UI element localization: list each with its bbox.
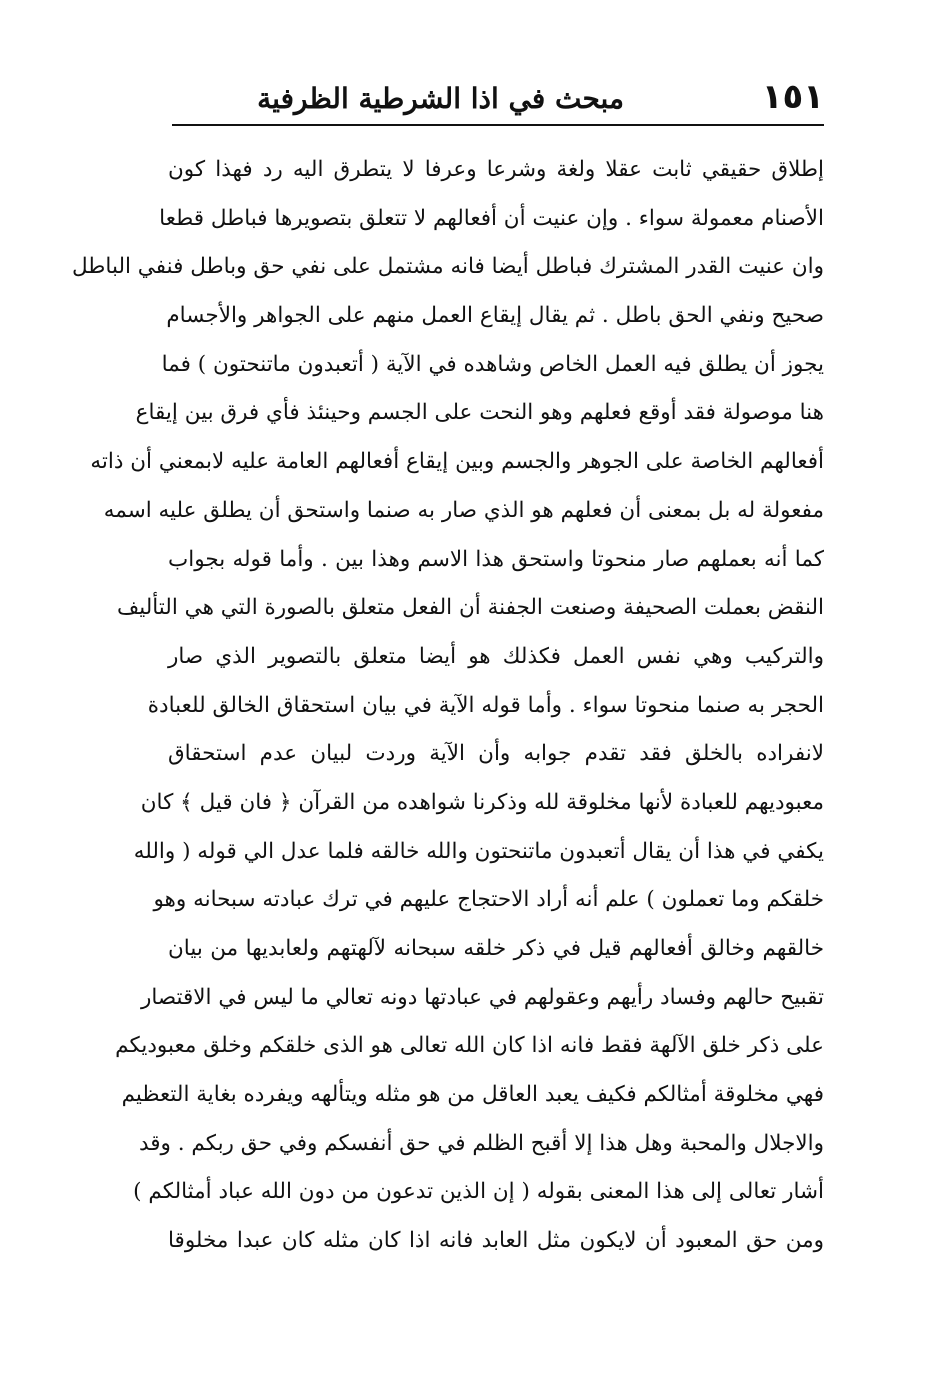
text-line: يجوز أن يطلق فيه العمل الخاص وشاهده في الآية ( أتعبدون ماتنحتون ) فما xyxy=(161,351,824,377)
text-line: على ذكر خلق الآلهة فقط فانه اذا كان الله تعالى هو الذى خلقكم وخلق معبوديكم xyxy=(115,1033,824,1059)
page-header xyxy=(172,72,824,122)
text-line: إطلاق حقيقي ثابت عقلا ولغة وشرعا وعرفا لا يتطرق اليه رد فهذا كون xyxy=(168,157,824,182)
text-line: والاجلال والمحبة وهل هذا إلا أقبح الظلم في حق أنفسكم وفي حق ربكم . وقد xyxy=(138,1130,824,1156)
text-line: معبوديهم للعبادة لأنها مخلوقة لله وذكرنا شواهده من القرآن ﴿ فان قيل ﴾ كان xyxy=(140,789,824,815)
text-line: والتركيب وهي نفس العمل فكذلك هو أيضا متعلق بالتصوير الذي صار xyxy=(168,643,824,669)
text-line: ومن حق المعبود أن لايكون مثل العابد فانه اذا كان مثله كان عبدا مخلوقا xyxy=(168,1228,824,1254)
text-line: مفعولة له بل بمعنى أن فعلهم هو الذي صار به صنما واستحق أن يطلق عليه اسمه xyxy=(103,497,824,523)
text-line: أشار تعالى إلى هذا المعنى بقوله ( إن الذين تدعون من دون الله عباد أمثالكم ) xyxy=(133,1179,824,1205)
header-rule xyxy=(172,124,824,126)
text-line: الأصنام معمولة سواء . وإن عنيت أن أفعالهم لا تتعلق بتصويرها فباطل قطعا xyxy=(159,205,824,231)
text-line: تقبيح حالهم وفساد رأيهم وعقولهم في عبادتها دونه تعالي ما ليس في الاقتصار xyxy=(140,984,824,1010)
text-line: النقض بعملت الصحيفة وصنعت الجفنة أن الفعل متعلق بالصورة التي هي التأليف xyxy=(116,595,824,621)
text-line: صحيح ونفي الحق باطل . ثم يقال إيقاع العمل منهم على الجواهر والأجسام xyxy=(166,303,824,329)
text-line: فهي مخلوقة أمثالكم فكيف يعبد العاقل من هو مثله ويتألهه ويفرده بغاية التعظيم xyxy=(121,1082,824,1108)
text-line: الحجر به صنما منحوتا سواء . وأما قوله الآية في بيان استحقاق الخالق للعبادة xyxy=(147,692,824,718)
text-line: كما أنه بعملهم صار منحوتا واستحق هذا الاسم وهذا بين . وأما قوله بجواب xyxy=(168,546,824,572)
body-text xyxy=(72,146,824,1266)
text-line: لانفراده بالخلق فقد تقدم جوابه وأن الآية وردت لبيان عدم استحقاق xyxy=(168,741,824,767)
page-number: ١٥١ xyxy=(761,77,824,117)
text-line: أفعالهم الخاصة على الجوهر والجسم وبين إيقاع أفعالهم العامة عليه لابمعني أن ذاته xyxy=(90,449,824,475)
running-title: مبحث في اذا الشرطية الظرفية xyxy=(257,82,624,115)
text-line: وان عنيت القدر المشترك فباطل أيضا فانه مشتمل على نفي حق وباطل فنفي الباطل xyxy=(72,254,824,280)
text-line: خالقهم وخالق أفعالهم قيل في ذكر خلقه سبحانه لآلهتهم ولعابديها من بيان xyxy=(168,936,824,961)
text-line: هنا موصولة فقد أوقع فعلهم وهو النحت على الجسم وحينئذ فأي فرق بين إيقاع xyxy=(135,400,824,426)
text-line: يكفي في هذا أن يقال أتعبدون ماتنحتون والله خالقه فلما عدل الي قوله ( والله xyxy=(133,838,824,864)
text-line: خلقكم وما تعملون ) علم أنه أراد الاحتجاج عليهم في ترك عبادته سبحانه وهو xyxy=(153,887,824,913)
